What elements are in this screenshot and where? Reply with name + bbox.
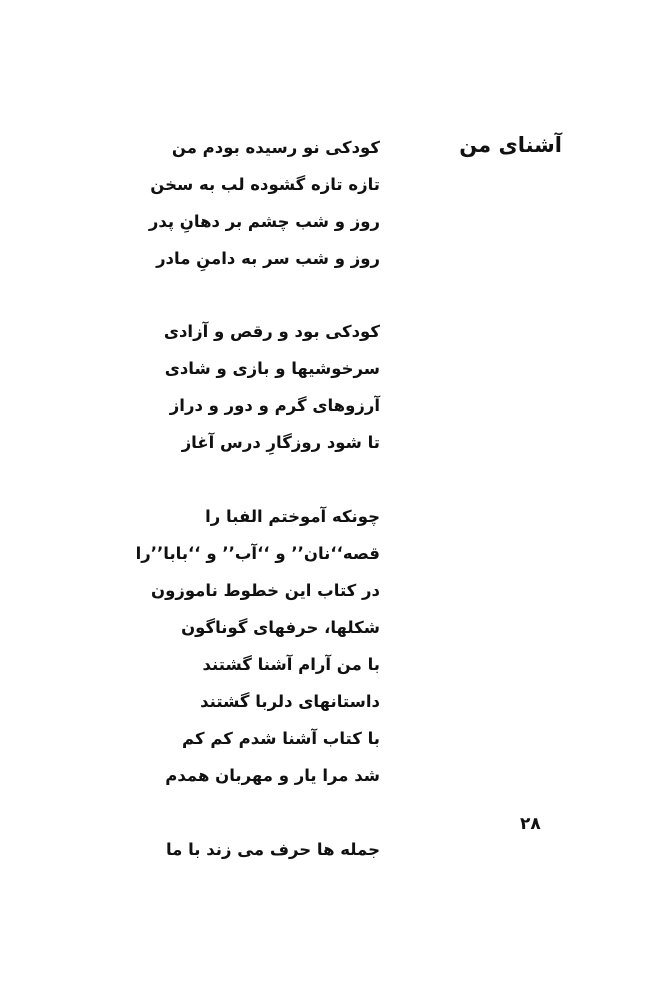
poem-line: داستانهای دلربا گشتند [200,692,380,711]
poem-line: سرخوشیها و بازی و شادی [164,359,380,378]
poem-line: کودکی بود و رقص و آزادی [163,322,380,341]
poem-line: روز و شب سر به دامنِ مادر [156,249,380,268]
poem-line: با من آرام آشنا گشتند [202,655,380,674]
poem-line: شکلها، حرفهای گوناگون [181,618,380,637]
poem-line: روز و شب چشم بر دهانِ پدر [148,212,380,231]
poem-line: با کتاب آشنا شدم کم کم [182,729,380,748]
poem-line: تا شود روزگارِ درس آغاز [181,433,380,452]
poem-line: در کتاب این خطوط ناموزون [151,581,380,600]
poem-line: چونکه آموختم الفبا را [205,507,380,526]
poem-title: آشنای من [459,133,562,157]
poem-line: کودکی نو رسیده بودم من [171,138,380,157]
poem-line: تازه تازه گشوده لب به سخن [150,175,380,194]
poem-line: قصه‘‘نان’’ و ‘‘آب’’ و ‘‘بابا’’را [135,544,380,563]
poem-line: شد مرا یار و مهربان همدم [165,766,380,785]
catchword-line: جمله ها حرف می زند با ما [165,840,380,859]
page-number: ۲۸ [520,814,541,834]
poem-line: آرزوهای گرم و دور و دراز [169,396,380,415]
